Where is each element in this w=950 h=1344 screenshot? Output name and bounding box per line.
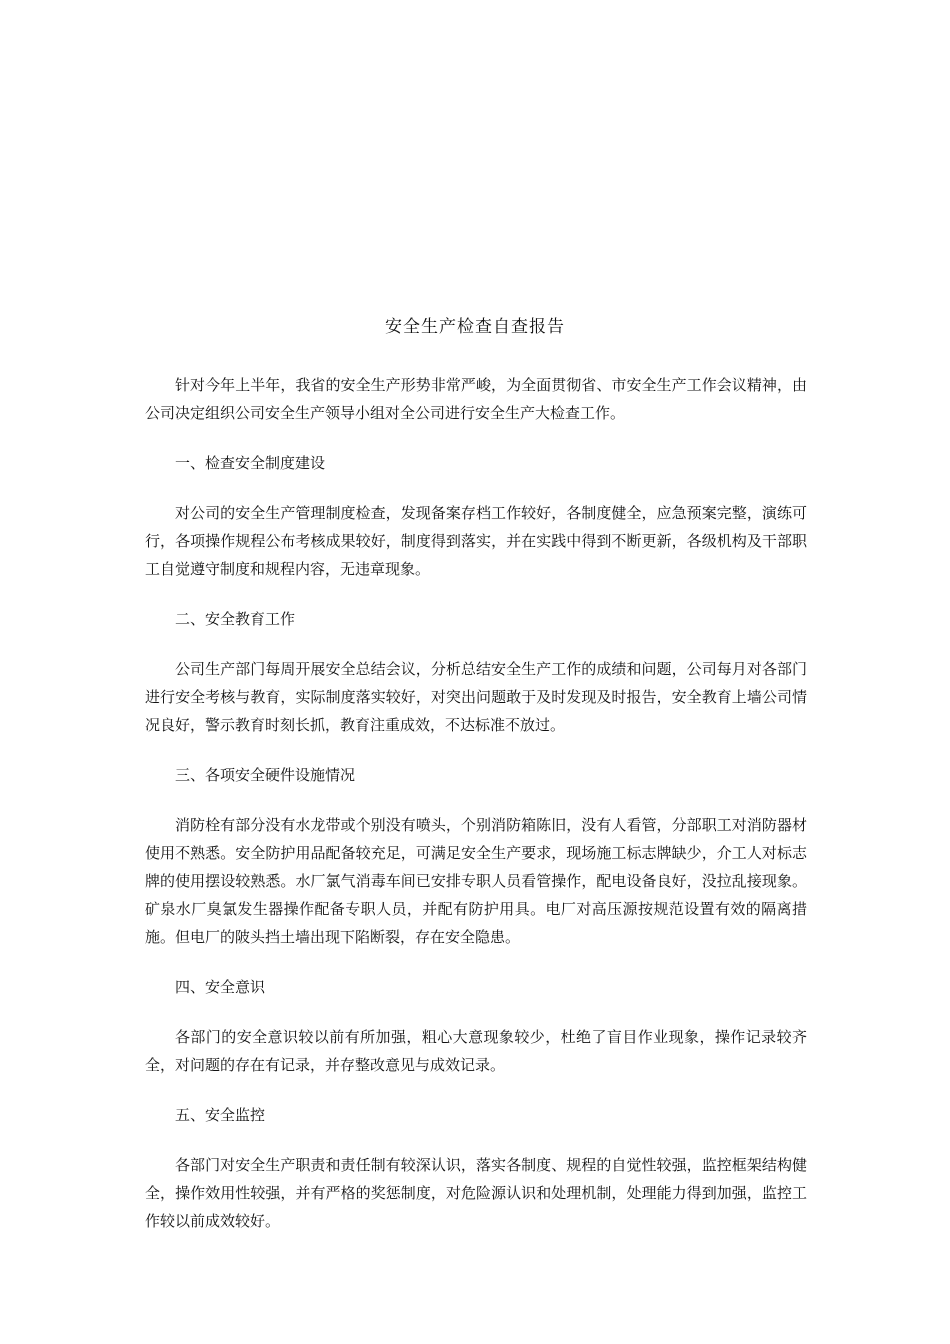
section-heading-3: 三、各项安全硬件设施情况 xyxy=(175,766,356,784)
section-body-1: 对公司的安全生产管理制度检查，发现备案存档工作较好，各制度健全，应急预案完整，演练可行，各项操作规程公布考核成果较好，制度得到落实，并在实践中得到不断更新，各级机构及干部职工自觉遵守制度和规程内容，无违章现象。 xyxy=(145,504,807,578)
section-heading-5: 五、安全监控 xyxy=(175,1106,266,1124)
intro-paragraph: 针对今年上半年，我省的安全生产形势非常严峻，为全面贯彻省、市安全生产工作会议精神，由公司决定组织公司安全生产领导小组对全公司进行安全生产大检查工作。 xyxy=(145,376,807,422)
section-body-5: 各部门对安全生产职责和责任制有较深认识，落实各制度、规程的自觉性较强，监控框架结构健全，操作效用性较强，并有严格的奖惩制度，对危险源认识和处理机制，处理能力得到加强，监控工作较以前成效较好。 xyxy=(145,1156,807,1230)
section-heading-4: 四、安全意识 xyxy=(175,978,266,996)
section-body-3: 消防栓有部分没有水龙带或个别没有喷头，个别消防箱陈旧，没有人看管，分部职工对消防器材使用不熟悉。安全防护用品配备较充足，可满足安全生产要求，现场施工标志牌缺少，介工人对标志牌的使用摆设较熟悉。水厂氯气消毒车间已安排专职人员看管操作，配电设备良好，没拉乱接现象。矿泉水厂臭氯发生器操作配备专职人员，并配有防护用具。电厂对高压源按规范设置有效的隔离措施。但电厂的陂头挡土墙出现下陷断裂，存在安全隐患。 xyxy=(145,816,807,946)
section-body-4: 各部门的安全意识较以前有所加强，粗心大意现象较少，杜绝了盲目作业现象，操作记录较齐全，对问题的存在有记录，并存整改意见与成效记录。 xyxy=(145,1028,807,1074)
section-heading-1: 一、检查安全制度建设 xyxy=(175,454,326,472)
section-heading-2: 二、安全教育工作 xyxy=(175,610,296,628)
document-body xyxy=(145,371,807,1257)
section-body-2: 公司生产部门每周开展安全总结会议，分析总结安全生产工作的成绩和问题，公司每月对各部门进行安全考核与教育，实际制度落实较好，对突出问题敢于及时发现及时报告，安全教育上墙公司情况良好，警示教育时刻长抓，教育注重成效，不达标准不放过。 xyxy=(145,660,807,734)
document-title: 安全生产检查自查报告 xyxy=(385,317,565,337)
